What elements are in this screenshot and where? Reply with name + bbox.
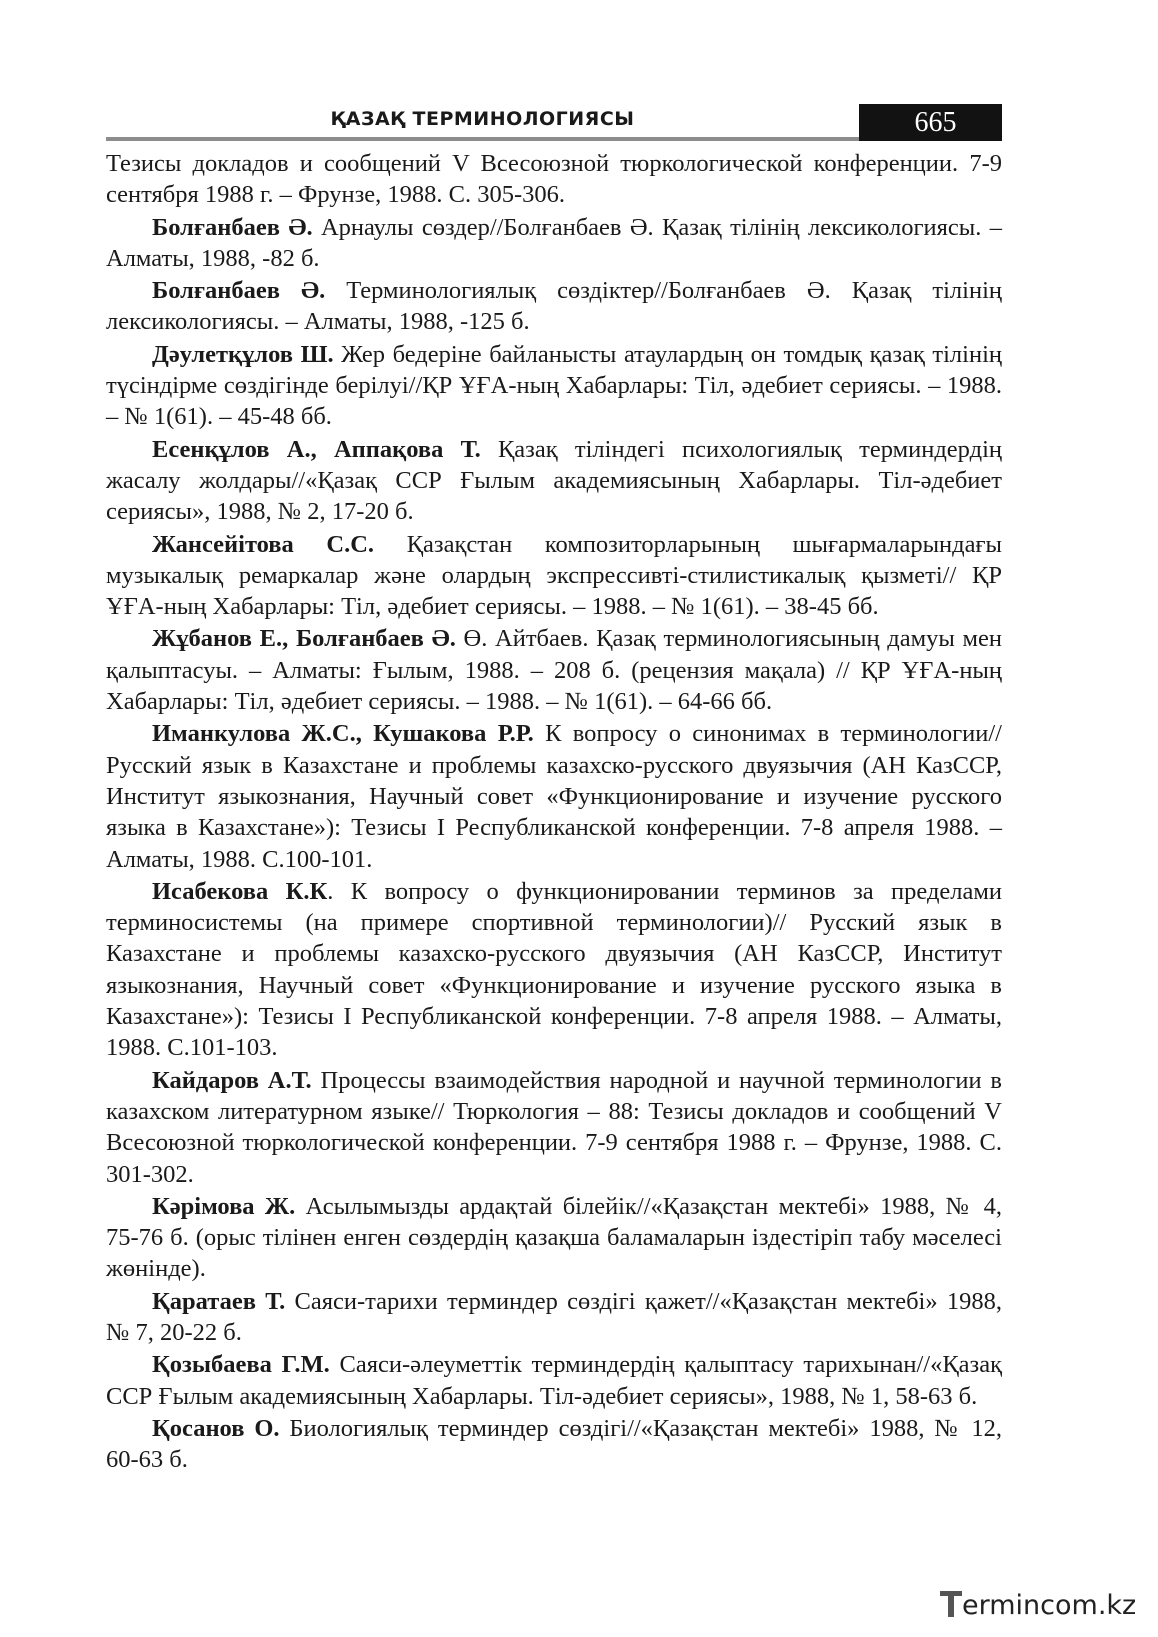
entry-text: Тезисы докладов и сообщений V Всесоюзной тюркологической конференции. 7-9 сентября 1988 г. – Фрунзе, 1988. С. 305-306. bbox=[106, 150, 1002, 209]
entry-author: Дәулетқұлов Ш. bbox=[152, 340, 334, 368]
entry-text: Саяси-әлеуметтік терминдердің қалыптасу тарихынан//«Қазақ ССР Ғылым академиясының Хабарлары. Тіл-әдебиет сериясы», 1988, № 1, 58-63 б. bbox=[106, 1351, 1002, 1410]
entry-author: Кайдаров А.Т. bbox=[152, 1066, 312, 1094]
bibliography-entry bbox=[106, 1191, 1002, 1285]
entry-text: Саяси-тарихи терминдер сөздігі қажет//«Қазақстан мектебі» 1988, № 7, 20-22 б. bbox=[106, 1287, 1002, 1346]
entry-text: Ө. Айтбаев. Қазақ терминологиясының дамуы мен қалыптасуы. – Алматы: Ғылым, 1988. – 208 б. (рецензия мақала) // ҚР ҰҒА-ның Хабарлары: Тіл, әдебиет сериясы. – 1988. – № 1(61). – 64-66 бб. bbox=[106, 625, 1002, 716]
entry-text: Қазақ тіліндегі психологиялық терминдердің жасалу жолдары//«Қазақ ССР Ғылым академиясының Хабарлары. Тіл-әдебиет сериясы», 1988, № 2, 17-20 б. bbox=[106, 435, 1002, 526]
entry-text: Арнаулы сөздер//Болғанбаев Ә. Қазақ тілінің лексикологиясы. – Алматы, 1988, -82 б. bbox=[106, 213, 1002, 272]
watermark-text: ermincom bbox=[962, 1590, 1098, 1621]
bibliography-entry bbox=[106, 339, 1002, 433]
entry-author: Иманкулова Ж.С., Кушакова Р.Р. bbox=[152, 720, 534, 748]
entry-text: Асылымызды ардақтай білейік//«Қазақстан мектебі» 1988, № 4, 75-76 б. (орыс тілінен енген сөздердің қазақша баламаларын іздестіріп табу мәселесі жөнінде). bbox=[106, 1192, 1002, 1283]
entry-author: Жансейітова С.С. bbox=[152, 530, 375, 558]
bibliography-entry bbox=[106, 212, 1002, 275]
entry-author: Қосанов О. bbox=[152, 1414, 280, 1442]
entry-text: Биологиялық терминдер сөздігі//«Қазақстан мектебі» 1988, № 12, 60-63 б. bbox=[106, 1414, 1002, 1474]
watermark-domain: .kz bbox=[1097, 1590, 1137, 1621]
site-watermark bbox=[940, 1590, 1145, 1626]
bibliography-list bbox=[106, 148, 1002, 1476]
bibliography-entry bbox=[106, 529, 1002, 623]
bibliography-entry bbox=[106, 876, 1002, 1064]
bibliography-entry bbox=[106, 1349, 1002, 1412]
header-rule bbox=[106, 137, 859, 141]
bibliography-entry bbox=[106, 1286, 1002, 1349]
page-number: 665 bbox=[859, 104, 1002, 141]
entry-author: Болғанбаев Ә. bbox=[152, 277, 326, 305]
entry-text: . К вопросу о функционировании терминов за пределами терминосистемы (на примере спортивной терминологии)// Русский язык в Казахстане и проблемы казахско-русского двуязычия (АН КазССР, Институт языкознания, Научный совет «Функционирование и изучение русского языка в Казахстане»): Тезисы I Республиканской конференции. 7-8 апреля 1988. – Алматы, 1988. С.101-103. bbox=[106, 877, 1002, 1062]
running-title: ҚАЗАҚ ТЕРМИНОЛОГИЯСЫ bbox=[330, 108, 635, 130]
entry-author: Қозыбаева Г.М. bbox=[152, 1351, 330, 1379]
bibliography-entry bbox=[106, 718, 1002, 874]
entry-text: Қазақстан композиторларының шығармаларындағы музыкалық ремаркалар және олардың экспрессивті-стилистикалық қызметі// ҚР ҰҒА-ның Хабарлары: Тіл, әдебиет сериясы. – 1988. – № 1(61). – 38-45 бб. bbox=[106, 530, 1002, 621]
page-header bbox=[106, 104, 1002, 146]
entry-text: Жер бедеріне байланысты атаулардың он томдық қазақ тілінің түсіндірме сөздігінде берілуі//ҚР ҰҒА-ның Хабарлары: Тіл, әдебиет сериясы. – 1988. – № 1(61). – 45-48 бб. bbox=[106, 340, 1002, 431]
bibliography-entry bbox=[106, 275, 1002, 338]
entry-author: Жұбанов Е., Болғанбаев Ә. bbox=[152, 625, 456, 653]
entry-text: К вопросу о синонимах в терминологии// Русский язык в Казахстане и проблемы казахско-русского двуязычия (АН КазССР, Институт языкознания, Научный совет «Функционирование и изучение русского языка в Казахстане»): Тезисы I Республиканской конференции. 7-8 апреля 1988. – Алматы, 1988. С.100-101. bbox=[106, 720, 1002, 873]
entry-text: Терминологиялық сөздіктер//Болғанбаев Ә. Қазақ тілінің лексикологиясы. – Алматы, 1988, -125 б. bbox=[106, 277, 1002, 336]
bibliography-entry bbox=[106, 434, 1002, 528]
t-logo-icon bbox=[940, 1591, 962, 1617]
entry-author: Есенқұлов А., Аппақова Т. bbox=[152, 435, 481, 463]
bibliography-entry bbox=[106, 1413, 1002, 1476]
entry-text: Процессы взаимодействия народной и научной терминологии в казахском литературном языке// Тюркология – 88: Тезисы докладов и сообщений V Всесоюзной тюркологической конференции. 7-9 сентября 1988 г. – Фрунзе, 1988. С. 301-302. bbox=[106, 1066, 1003, 1188]
entry-author: Болғанбаев Ә. bbox=[152, 213, 313, 241]
entry-author: Кәрімова Ж. bbox=[152, 1192, 296, 1220]
bibliography-entry bbox=[106, 623, 1002, 717]
entry-author: Қаратаев Т. bbox=[152, 1287, 286, 1315]
bibliography-entry bbox=[106, 148, 1002, 211]
entry-author: Исабекова К.К bbox=[152, 877, 328, 905]
bibliography-entry bbox=[106, 1065, 1002, 1190]
